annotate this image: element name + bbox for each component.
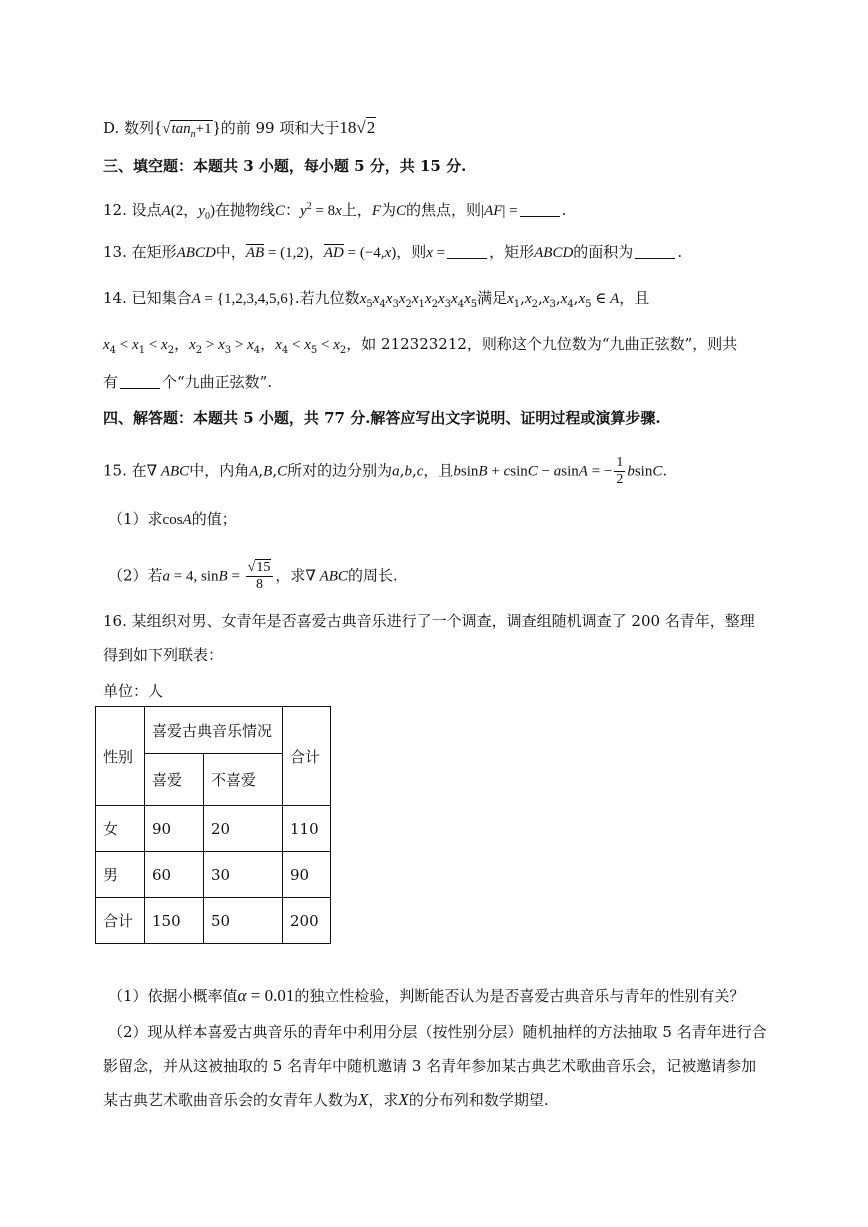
q14-text3: ，且	[619, 289, 650, 307]
table-row	[96, 898, 331, 944]
q14-text2: 满足	[477, 289, 508, 307]
question-12: 12. 设点A(2，$y_0$)在抛物线C：$y^2 = 8x$上，F为C的焦点，则|AF| = .	[103, 201, 567, 222]
q16-part2-text3: 的分布列和数学期望.	[408, 1091, 549, 1109]
cell-like: 150	[145, 898, 204, 944]
q15-part2-text: ，求	[275, 566, 306, 585]
q15-part2-text2: 的周长.	[347, 566, 398, 585]
q12-end: .	[561, 201, 567, 219]
question-14-line3	[103, 371, 272, 393]
q15-text1: 中，内角	[189, 461, 250, 480]
q15-text3: ，且	[423, 461, 454, 480]
table-unit: 单位：人	[103, 682, 164, 700]
table-row	[96, 806, 331, 852]
q12-number: 12. 设点	[103, 201, 162, 219]
row-label: 女	[96, 806, 145, 852]
q13-number: 13. 在矩形	[103, 243, 177, 261]
q13-text4: ，矩形	[489, 243, 535, 261]
q15-part2-label: （2）若	[108, 566, 163, 585]
q14-text6: 个“九曲正弦数”.	[162, 373, 273, 391]
option-d-text: 的前 99 项和大于	[220, 119, 340, 137]
q13-end: .	[677, 243, 683, 261]
contingency-table	[95, 706, 331, 944]
question-14: 14. 已知集合A = {1,2,3,4,5,6}.若九位数$x_5x_4x_3x_2x_1x_2x_3x_4x_5$满足$x_1,x_2,x_3,x_4,x_5$ ∈ A，且	[103, 289, 650, 310]
option-d-label: D. 数列	[103, 119, 155, 137]
q14-number: 14. 已知集合	[103, 289, 192, 307]
question-16-part2-line2: 影留念，并从这被抽取的 5 名青年中随机邀请 3 名青年参加某古典艺术歌曲音乐会，记被邀请参加	[103, 1057, 757, 1075]
q16-part2-text1: 某古典艺术歌曲音乐会的女青年人数为	[103, 1091, 359, 1109]
question-15-part1: （1）求cosA的值；	[108, 510, 237, 528]
cell-like: 60	[145, 852, 204, 898]
cell-dislike: 30	[204, 852, 283, 898]
cell-total: 110	[283, 806, 331, 852]
row-label: 合计	[96, 898, 145, 944]
q13-text5: 的面积为	[573, 243, 634, 261]
q14-text5: 有	[103, 373, 119, 391]
q15-part1-label: （1）求	[108, 510, 163, 528]
question-15-part2: （2）若a = 4, sinB = $\frac{√15}{8}$ ，求∇ ABC的周长.	[108, 560, 398, 592]
q13-text1: 中，	[215, 243, 246, 261]
row-label: 男	[96, 852, 145, 898]
question-16-part2-line3: 某古典艺术歌曲音乐会的女青年人数为X，求X的分布列和数学期望.	[103, 1090, 549, 1109]
header-gender: 性别	[96, 707, 145, 806]
q12-answer-blank[interactable]	[520, 202, 560, 217]
header-total: 合计	[283, 707, 331, 806]
q12-text3: 为	[381, 201, 397, 219]
section-3-heading: 三、填空题：本题共 3 小题，每小题 5 分，共 15 分.	[103, 157, 467, 175]
section-4-heading: 四、解答题：本题共 5 小题，共 77 分.解答应写出文字说明、证明过程或演算步骤.	[103, 409, 661, 427]
q16-part2-text2: ，求	[368, 1091, 399, 1109]
table-row	[96, 852, 331, 898]
q15-number: 15. 在	[103, 461, 147, 480]
q13-text3: ，则	[396, 243, 427, 261]
question-16-line1: 16. 某组织对男、女青年是否喜爱古典音乐进行了一个调查，调查组随机调查了 200 名青年，整理	[103, 612, 755, 630]
option-d: D. 数列$\{√\tan_n+1\}$的前 99 项和大于18√2	[103, 118, 376, 140]
q14-text4: ，如 212323212，则称这个九位数为“九曲正弦数”，则共	[346, 335, 738, 353]
q14-text1: .若九位数	[294, 289, 360, 307]
cell-like: 90	[145, 806, 204, 852]
q12-text1: 在抛物线	[214, 201, 275, 219]
header-group: 喜爱古典音乐情况	[145, 707, 283, 754]
cell-dislike: 20	[204, 806, 283, 852]
q12-text2: 上，	[341, 201, 372, 219]
question-13: 13. 在矩形ABCD中，AB = (1,2)，AD = (−4,x)，则x = ，矩形ABCD的面积为 .	[103, 243, 683, 261]
q13-answer-blank-x[interactable]	[447, 244, 487, 259]
cell-total: 90	[283, 852, 331, 898]
q16-part1-text: 的独立性检验，判断能否认为是否喜爱古典音乐与青年的性别有关？	[294, 987, 745, 1005]
q15-part1-text: 的值；	[191, 510, 237, 528]
q14-answer-blank[interactable]	[120, 374, 160, 389]
question-16-part2-line1: （2）现从样本喜爱古典音乐的青年中利用分层（按性别分层）随机抽样的方法抽取 5 名青年进行合	[108, 1023, 767, 1041]
question-15: 15. 在∇ ABC中，内角A,B,C所对的边分别为a,b,c，且bsinB + csinC − asinA = − $\frac{1}{2}$ bsinC.	[103, 455, 668, 487]
question-16-line2: 得到如下列联表：	[103, 646, 224, 664]
question-14-line2: $x_4 < x_1 < x_2$，$x_2 > x_3 > x_4$，$x_4 < x_5 < x_2$，如 212323212，则称这个九位数为“九曲正弦数”，则共	[103, 335, 738, 356]
q12-text4: 的焦点，则	[406, 201, 482, 219]
q13-answer-blank-area[interactable]	[635, 244, 675, 259]
cell-total: 200	[283, 898, 331, 944]
q15-text2: 所对的边分别为	[287, 461, 393, 480]
question-16-part1: （1）依据小概率值α = 0.01的独立性检验，判断能否认为是否喜爱古典音乐与青年的性别有关？	[108, 986, 745, 1005]
cell-dislike: 50	[204, 898, 283, 944]
header-dislike: 不喜爱	[204, 754, 283, 806]
q13-text2: ，	[308, 243, 324, 261]
header-like: 喜爱	[145, 754, 204, 806]
q15-end: .	[662, 461, 668, 480]
q16-part1-label: （1）依据小概率值	[108, 987, 238, 1005]
